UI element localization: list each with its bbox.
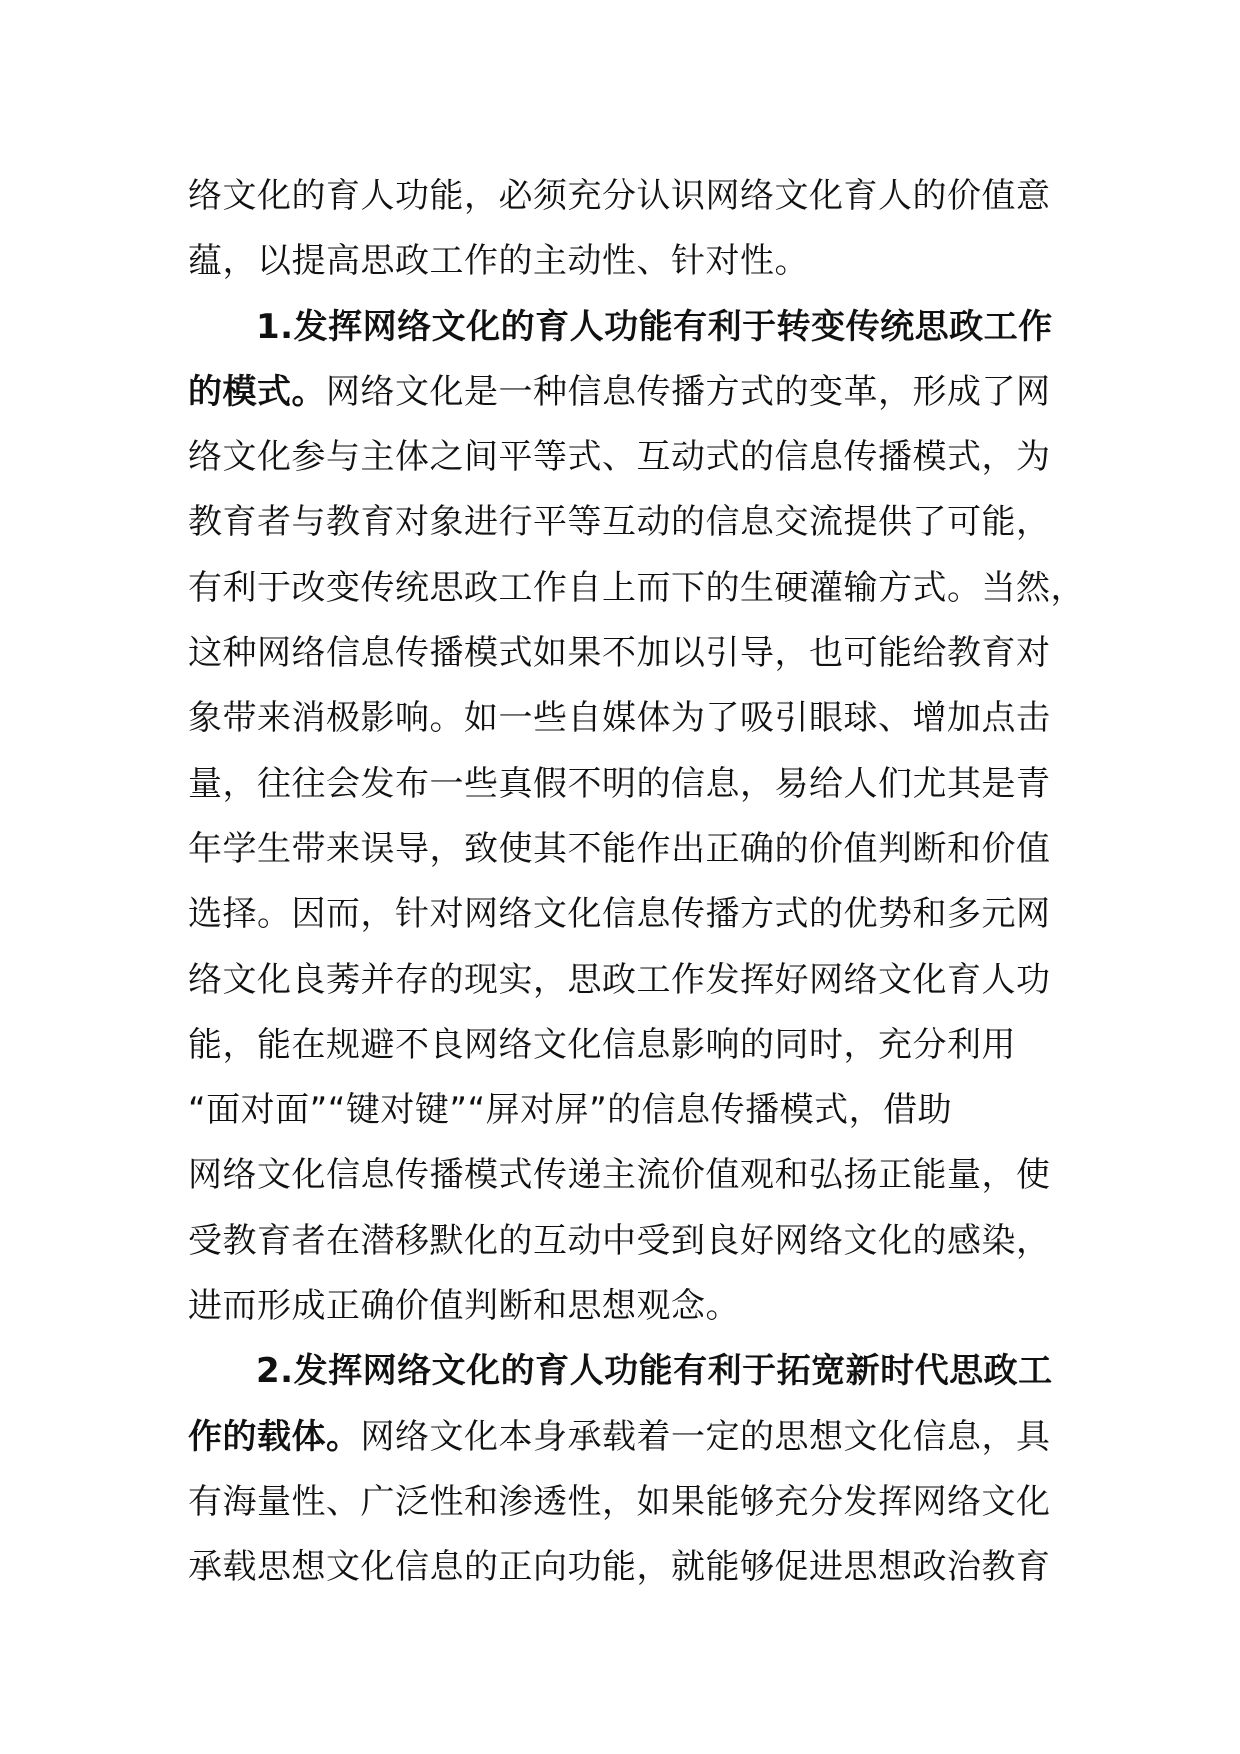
text-line: 络文化参与主体之间平等式、互动式的信息传播模式，为 — [188, 437, 1051, 478]
section-heading-1: 1.发挥网络文化的育人功能有利于转变传统思政工作 — [256, 306, 1053, 347]
heading-tail: 作的载体。 — [188, 1416, 361, 1457]
text-line: 能，能在规避不良网络文化信息影响的同时，充分利用 — [188, 1024, 1016, 1065]
text-line: 年学生带来误导，致使其不能作出正确的价值判断和价值 — [188, 828, 1051, 869]
paragraph-text: 网络文化是一种信息传播方式的变革，形成了网 — [326, 371, 1051, 412]
text-line: 教育者与教育对象进行平等互动的信息交流提供了可能， — [188, 502, 1051, 543]
text-line: 受教育者在潜移默化的互动中受到良好网络文化的感染， — [188, 1220, 1051, 1261]
section-heading-2: 2.发挥网络文化的育人功能有利于拓宽新时代思政工 — [256, 1351, 1053, 1392]
text-line: 有海量性、广泛性和渗透性，如果能够充分发挥网络文化 — [188, 1481, 1051, 1522]
text-line: “面对面”“键对键”“屏对屏”的信息传播模式，借助 — [188, 1090, 953, 1131]
text-line: 这种网络信息传播模式如果不加以引导，也可能给教育对 — [188, 633, 1051, 674]
text-line: 量，往往会发布一些真假不明的信息，易给人们尤其是青 — [188, 763, 1051, 804]
text-line: 网络文化信息传播模式传递主流价值观和弘扬正能量，使 — [188, 1155, 1051, 1196]
text-line: 有利于改变传统思政工作自上而下的生硬灌输方式。当然， — [188, 567, 1085, 608]
body-text — [188, 164, 1085, 1601]
text-line: 进而形成正确价值判断和思想观念。 — [188, 1286, 740, 1327]
heading-continuation-line — [188, 1405, 1058, 1470]
text-line: 象带来消极影响。如一些自媒体为了吸引眼球、增加点击 — [188, 698, 1051, 739]
paragraph-text: 网络文化本身承载着一定的思想文化信息，具 — [360, 1416, 1051, 1457]
text-line: 承载思想文化信息的正向功能，就能够促进思想政治教育 — [188, 1547, 1051, 1588]
heading-tail: 的模式。 — [188, 371, 326, 412]
text-line: 选择。因而，针对网络文化信息传播方式的优势和多元网 — [188, 894, 1051, 935]
text-line: 蕴，以提高思政工作的主动性、针对性。 — [188, 241, 809, 282]
heading-continuation-line — [188, 360, 1058, 425]
text-line: 络文化的育人功能，必须充分认识网络文化育人的价值意 — [188, 176, 1051, 216]
text-line: 络文化良莠并存的现实，思政工作发挥好网络文化育人功 — [188, 959, 1051, 1000]
